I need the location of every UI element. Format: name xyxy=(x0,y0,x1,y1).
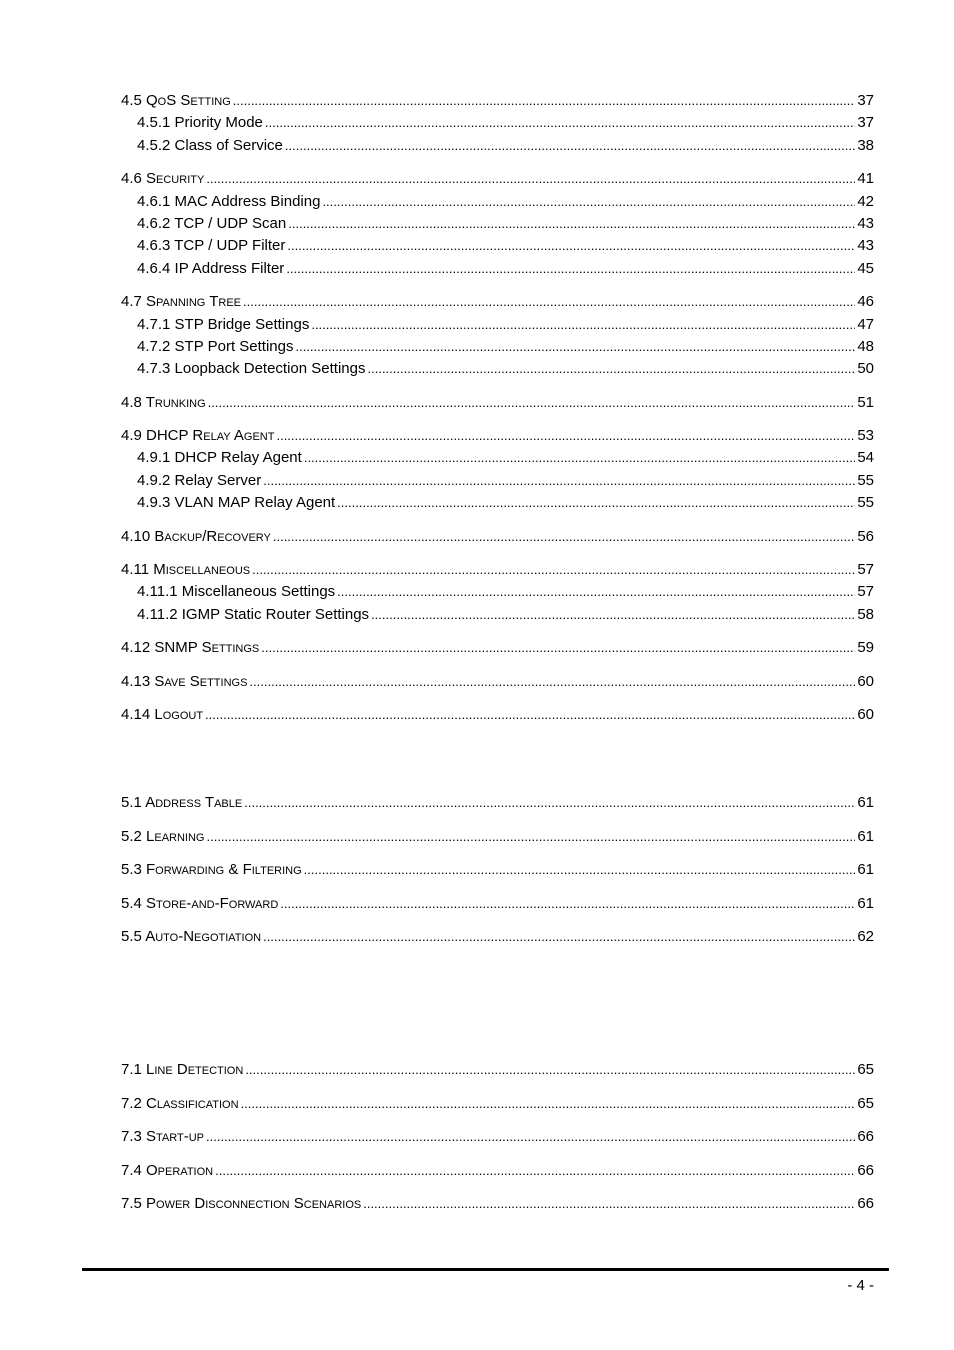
toc-entry[interactable] xyxy=(121,581,874,603)
toc-leader-dots xyxy=(252,559,855,581)
toc-leader-dots xyxy=(371,604,855,626)
toc-entry-page: 56 xyxy=(857,527,874,545)
toc-leader-dots xyxy=(261,637,855,659)
toc-leader-dots xyxy=(233,90,856,112)
toc-entry-page: 61 xyxy=(857,861,874,879)
toc-leader-dots xyxy=(295,336,855,358)
toc-entry[interactable] xyxy=(121,926,874,948)
toc-entry-label: 7.4 Operation xyxy=(121,1161,214,1179)
toc-entry-page: 60 xyxy=(857,705,874,723)
toc-leader-dots xyxy=(276,425,855,447)
toc-leader-dots xyxy=(311,314,855,336)
toc-leader-dots xyxy=(337,581,855,603)
toc-entry-page: 43 xyxy=(857,237,874,255)
toc-entry-page: 66 xyxy=(857,1161,874,1179)
toc-entry-label: 4.11.1 Miscellaneous Settings xyxy=(137,583,336,601)
toc-entry[interactable] xyxy=(121,1160,874,1182)
toc-entry-page: 57 xyxy=(857,583,874,601)
toc-entry[interactable] xyxy=(121,637,874,659)
toc-entry[interactable] xyxy=(121,859,874,881)
toc-entry-label: 5.3 Forwarding & Filtering xyxy=(121,861,302,879)
toc-entry[interactable] xyxy=(121,470,874,492)
toc-entry-page: 66 xyxy=(857,1194,874,1212)
toc-entry-label: 4.9.3 VLAN MAP Relay Agent xyxy=(137,494,336,512)
toc-entry-label: 4.11 Miscellaneous xyxy=(121,561,251,579)
toc-leader-dots xyxy=(273,526,855,548)
toc-leader-dots xyxy=(286,258,855,280)
toc-entry[interactable] xyxy=(121,1059,874,1081)
toc-entry[interactable] xyxy=(121,559,874,581)
toc-leader-dots xyxy=(265,112,855,134)
toc-leader-dots xyxy=(245,1059,855,1081)
toc-entry-label: 4.5.1 Priority Mode xyxy=(137,114,263,132)
toc-entry[interactable] xyxy=(121,1193,874,1215)
toc-entry-label: 4.8 Trunking xyxy=(121,393,206,411)
toc-entry[interactable] xyxy=(121,191,874,213)
toc-entry-label: 4.13 Save Settings xyxy=(121,672,248,690)
toc-leader-dots xyxy=(337,492,855,514)
toc-leader-dots xyxy=(244,792,855,814)
toc-entry[interactable] xyxy=(121,425,874,447)
toc-leader-dots xyxy=(206,1126,855,1148)
toc-entry-page: 54 xyxy=(857,449,874,467)
toc-entry-label: 7.3 Start-up xyxy=(121,1128,205,1146)
toc-entry-page: 37 xyxy=(857,114,874,132)
toc-entry-page: 43 xyxy=(857,214,874,232)
toc-entry[interactable] xyxy=(121,826,874,848)
toc-entry[interactable] xyxy=(121,213,874,235)
toc-entry-label: 4.7 Spanning Tree xyxy=(121,293,242,311)
footer-rule xyxy=(82,1268,889,1271)
toc-entry-label: 4.7.1 STP Bridge Settings xyxy=(137,315,310,333)
toc-leader-dots xyxy=(280,893,855,915)
toc-entry[interactable] xyxy=(121,258,874,280)
toc-entry-page: 42 xyxy=(857,192,874,210)
toc-entry-label: 5.2 Learning xyxy=(121,827,205,845)
toc-entry-page: 61 xyxy=(857,894,874,912)
toc-entry-page: 55 xyxy=(857,471,874,489)
toc-entry[interactable] xyxy=(121,526,874,548)
toc-entry-label: 5.1 Address Table xyxy=(121,794,243,812)
table-of-contents xyxy=(121,90,874,1215)
toc-entry-label: 4.10 Backup/Recovery xyxy=(121,527,271,545)
toc-entry-page: 65 xyxy=(857,1061,874,1079)
toc-entry-page: 61 xyxy=(857,794,874,812)
toc-entry-page: 46 xyxy=(857,293,874,311)
toc-leader-dots xyxy=(322,191,855,213)
toc-entry-page: 57 xyxy=(857,561,874,579)
toc-entry-page: 59 xyxy=(857,639,874,657)
toc-leader-dots xyxy=(304,447,855,469)
toc-leader-dots xyxy=(263,470,855,492)
toc-entry-page: 41 xyxy=(857,170,874,188)
toc-entry-page: 66 xyxy=(857,1128,874,1146)
toc-entry-label: 4.9 DHCP Relay Agent xyxy=(121,427,275,445)
toc-entry[interactable] xyxy=(121,358,874,380)
toc-entry[interactable] xyxy=(121,90,874,112)
toc-entry-label: 7.5 Power Disconnection Scenarios xyxy=(121,1194,362,1212)
toc-entry-label: 4.5 QoS Setting xyxy=(121,92,231,109)
toc-entry[interactable] xyxy=(121,112,874,134)
toc-entry-label: 7.2 Classification xyxy=(121,1094,239,1112)
toc-entry-label: 4.6.3 TCP / UDP Filter xyxy=(137,237,286,255)
toc-entry[interactable] xyxy=(121,671,874,693)
toc-leader-dots xyxy=(243,291,855,313)
toc-leader-dots xyxy=(249,671,855,693)
toc-entry-label: 4.5.2 Class of Service xyxy=(137,136,283,154)
toc-entry-label: 4.14 Logout xyxy=(121,705,204,723)
toc-entry[interactable] xyxy=(121,492,874,514)
toc-entry-page: 48 xyxy=(857,337,874,355)
page-number: - 4 - xyxy=(847,1277,874,1294)
toc-entry-label: 4.7.2 STP Port Settings xyxy=(137,337,294,355)
toc-entry-page: 51 xyxy=(857,393,874,411)
toc-entry-label: 4.11.2 IGMP Static Router Settings xyxy=(137,605,370,623)
toc-entry-label: 4.6.4 IP Address Filter xyxy=(137,259,285,277)
toc-entry-page: 55 xyxy=(857,494,874,512)
toc-entry[interactable] xyxy=(121,291,874,313)
toc-entry-page: 60 xyxy=(857,672,874,690)
toc-leader-dots xyxy=(368,358,856,380)
toc-entry-page: 61 xyxy=(857,827,874,845)
toc-entry[interactable] xyxy=(121,135,874,157)
toc-entry-page: 53 xyxy=(857,427,874,445)
toc-leader-dots xyxy=(206,168,855,190)
toc-entry[interactable] xyxy=(121,893,874,915)
toc-entry[interactable] xyxy=(121,235,874,257)
toc-entry[interactable] xyxy=(121,1126,874,1148)
toc-entry-page: 50 xyxy=(857,360,874,378)
toc-leader-dots xyxy=(263,926,855,948)
toc-entry[interactable] xyxy=(121,314,874,336)
toc-leader-dots xyxy=(285,135,855,157)
toc-entry-label: 4.6 Security xyxy=(121,170,205,188)
toc-entry-label: 5.4 Store-and-Forward xyxy=(121,894,279,912)
toc-leader-dots xyxy=(304,859,856,881)
toc-entry[interactable] xyxy=(121,336,874,358)
toc-entry-label: 4.6.2 TCP / UDP Scan xyxy=(137,214,287,232)
toc-leader-dots xyxy=(241,1093,856,1115)
toc-entry-label: 4.9.2 Relay Server xyxy=(137,471,262,489)
toc-entry[interactable] xyxy=(121,792,874,814)
toc-entry[interactable] xyxy=(121,447,874,469)
toc-entry-label: 4.7.3 Loopback Detection Settings xyxy=(137,360,366,378)
toc-leader-dots xyxy=(205,704,855,726)
toc-leader-dots xyxy=(208,392,856,414)
toc-entry[interactable] xyxy=(121,392,874,414)
toc-entry[interactable] xyxy=(121,168,874,190)
toc-entry-label: 7.1 Line Detection xyxy=(121,1061,244,1079)
toc-entry-page: 37 xyxy=(857,92,874,109)
toc-entry-label: 4.12 SNMP Settings xyxy=(121,639,260,657)
toc-leader-dots xyxy=(215,1160,855,1182)
toc-leader-dots xyxy=(287,235,855,257)
toc-entry-label: 5.5 Auto-Negotiation xyxy=(121,927,262,945)
toc-entry-page: 62 xyxy=(857,927,874,945)
toc-entry-label: 4.6.1 MAC Address Binding xyxy=(137,192,321,210)
toc-entry-page: 65 xyxy=(857,1094,874,1112)
toc-leader-dots xyxy=(363,1193,855,1215)
toc-entry-page: 45 xyxy=(857,259,874,277)
toc-entry[interactable] xyxy=(121,604,874,626)
toc-entry-label: 4.9.1 DHCP Relay Agent xyxy=(137,449,302,467)
toc-leader-dots xyxy=(206,826,855,848)
toc-leader-dots xyxy=(288,213,855,235)
toc-entry-page: 38 xyxy=(857,136,874,154)
toc-entry[interactable] xyxy=(121,704,874,726)
toc-entry-page: 58 xyxy=(857,605,874,623)
toc-entry[interactable] xyxy=(121,1093,874,1115)
toc-entry-page: 47 xyxy=(857,315,874,333)
